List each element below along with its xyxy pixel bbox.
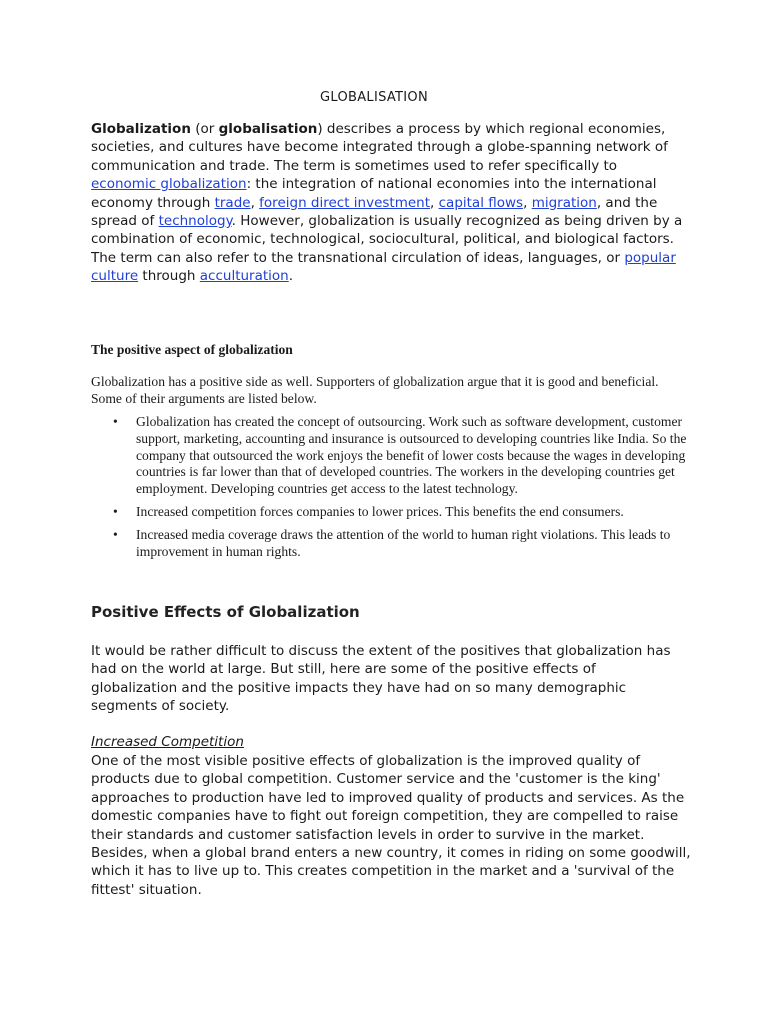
link-acculturation[interactable]: acculturation [199,268,289,285]
list-item [91,414,691,498]
link-trade[interactable]: trade [214,194,251,211]
link-capital-flows[interactable]: capital flows [438,194,524,211]
intro-text: , and the spread of [91,194,658,230]
document-title: GLOBALISATION [320,90,428,105]
intro-text: through [138,268,200,285]
list-item-text: Increased media coverage draws the attention of the world to human right violations. This leads to improvement in human rights. [136,526,671,559]
term-globalization: Globalization [91,121,191,137]
bullet-icon: • [113,414,118,429]
list-item [91,504,691,521]
increased-competition-subheading: Increased Competition [91,734,244,750]
list-item-text: Globalization has created the concept of outsourcing. Work such as software development, customer support, marketing, accounting and insurance is outsourced to developing countries like India. So the company that outsourced the work enjoys the benefit of lower costs because the wages in developing countries is far lower than that of developed countries. The workers in the developing countries get employment. Developing countries get access to the latest technology. [136,414,687,497]
list-item [91,527,691,561]
link-foreign-direct-investment[interactable]: foreign direct investment [259,194,431,211]
term-globalisation: globalisation [218,121,318,137]
positive-aspect-heading: The positive aspect of globalization [91,342,293,357]
link-popular-culture[interactable]: popular culture [91,249,676,285]
intro-text: , [250,194,260,211]
positive-effects-heading: Positive Effects of Globalization [91,603,360,621]
intro-text: . However, globalization is usually recognized as being driven by a combination of economic, technological, sociocultural, political, and biological factors. The term can also refer to the transnational circulation of ideas, languages, or [91,213,683,266]
intro-text: (or [190,121,219,137]
intro-paragraph [91,120,683,286]
list-item-text: Increased competition forces companies to lower prices. This benefits the end consumers. [136,503,624,519]
intro-text: , [523,194,532,211]
intro-text: , [430,194,439,211]
increased-competition-paragraph: One of the most visible positive effects of globalization is the improved quality of products due to global competition. Customer service and the 'customer is the king' approaches to production have led to improved quality of products and services. As the domestic companies have to fight out foreign competition, they are compelled to raise their standards and customer satisfaction levels in order to survive in the market. Besides, when a global brand enters a new country, it comes in riding on some goodwill, which it has to live up to. This creates competition in the market and a 'survival of the fittest' situation. [91,753,691,898]
link-economic-globalization[interactable]: economic globalization [91,176,247,193]
bullet-icon: • [113,526,118,542]
arguments-list [91,414,691,566]
bullet-icon: • [113,503,118,519]
positive-effects-paragraph: It would be rather difficult to discuss the extent of the positives that globalization has had on the world at large. But still, here are some of the positive effects of globalization and the positive impacts they have had on so many demographic segments of society. [91,643,671,715]
link-technology[interactable]: technology [158,213,232,230]
link-migration[interactable]: migration [531,194,597,211]
intro-text: . [288,268,294,285]
intro-text: : the integration of national economies into the international economy through [91,176,657,211]
positive-aspect-paragraph: Globalization has a positive side as well. Supporters of globalization argue that it is good and beneficial. Some of their arguments are listed below. [91,374,659,406]
intro-text: ) describes a process by which regional economies, societies, and cultures have become integrated through a globe-spanning network of communication and trade. The term is sometimes used to refer specifically to [91,121,668,174]
